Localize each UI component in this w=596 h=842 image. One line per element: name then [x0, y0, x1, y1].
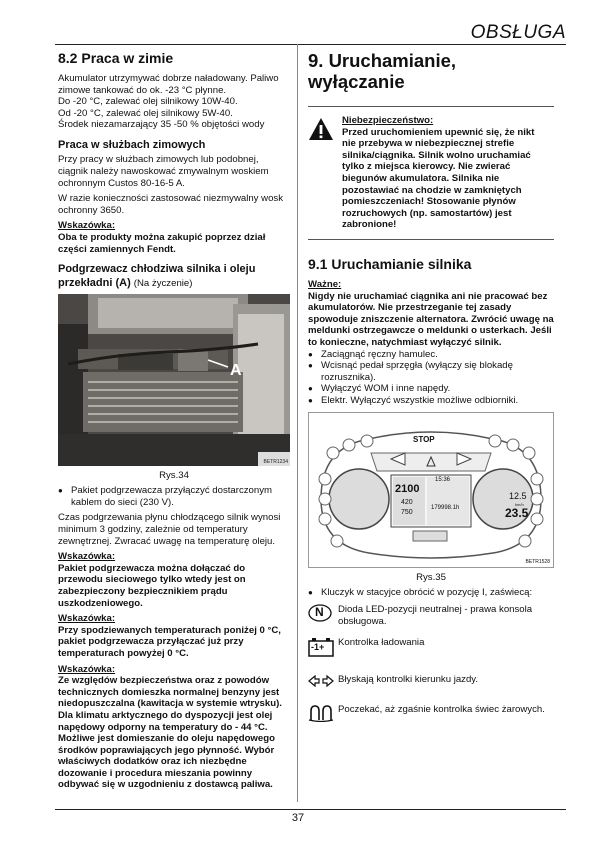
- dash-speed-1: 12.5: [509, 491, 527, 502]
- header-rule: [55, 44, 566, 45]
- indicator-turn: [308, 674, 554, 692]
- engine-compartment-illustration: [58, 294, 290, 466]
- note-label: Wskazówka:: [58, 220, 116, 232]
- left-column: [58, 50, 290, 791]
- heater-heading-main: Podgrzewacz chłodziwa silnika i oleju przekładni (A): [58, 263, 256, 289]
- note-2-label: Wskazówka:: [58, 613, 116, 625]
- danger-label: Niebezpieczeństwo:: [342, 115, 434, 126]
- indicator-glow-text: Poczekać, aż zgaśnie kontrolka świec żarowych.: [338, 704, 545, 716]
- footer-rule: [55, 809, 566, 810]
- indicator-turn-text: Błyskają kontrolki kierunku jazdy.: [338, 674, 479, 686]
- heater-heading-suffix: (Na życzenie): [133, 277, 193, 289]
- note-1-label: Wskazówka:: [58, 551, 116, 563]
- dash-rpm: 2100: [395, 483, 420, 496]
- list-item: ● Wcisnąć pedał sprzęgła (wyłączy się blokadę rozrusznika).: [308, 360, 554, 383]
- list-item: ● Elektr. Wyłączyć wszystkie możliwe odbiorniki.: [308, 395, 554, 407]
- figure-caption-35: Rys.35: [416, 572, 446, 584]
- dashboard-figure: [308, 412, 554, 568]
- preparation-list: [308, 349, 554, 407]
- dash-speed-unit: km/h: [515, 502, 524, 508]
- winter-p3: Od -20 °C, zalewać olej silnikowy 5W-40.: [58, 107, 233, 119]
- battery-glyph: -1+: [311, 642, 325, 653]
- important-label: Ważne:: [308, 278, 342, 290]
- notes-list: [58, 551, 290, 791]
- indicator-neutral-text: Dioda LED-pozycji neutralnej - prawa konsola obsługowa.: [338, 604, 533, 627]
- section-heading-winter: 8.2 Praca w zimie: [58, 50, 174, 66]
- list-item: ● Wyłączyć WOM i inne napędy.: [308, 383, 554, 395]
- danger-box: [308, 106, 554, 240]
- dash-value-1: 420: [401, 499, 413, 507]
- winter-services-p2: W razie konieczności zastosować niezmywalny wosk ochronny 3650.: [58, 193, 283, 216]
- danger-text: Przed uruchomieniem upewnić się, że nikt nie przebywa w niebezpiecznej strefie silnika/ciągnika. Silnik wolno uruchamiać tylko z miejsca kierowcy. Nie zwierać biegunów akumulatora. Silnika nie pozostawiać na chodzie w zamkniętych pomieszczeniach! Stosowanie płynów rozruchowych (np. samostartów) jest zabronione!: [342, 126, 535, 231]
- heater-p1: Czas podgrzewania płynu chłodzącego silnik wynosi minimum 3 godziny, zależnie od temperatury zewnętrznej. Zwracać uwagę na temperaturę oleju.: [58, 512, 281, 547]
- winter-services-p1: Przy pracy w służbach zimowych lub podobnej, ciągnik należy nawoskować zmywalnym woskiem ochronnym Custos 80-16-5 A.: [58, 154, 269, 189]
- dash-time: 15:36: [435, 477, 451, 484]
- note-text: Oba te produkty można zakupić poprzez dział części zamiennych Fendt.: [58, 232, 266, 255]
- key-bullet: ● Kluczyk w stacyjce obrócić w pozycję I, zaświecą:: [308, 587, 554, 599]
- dash-stop: STOP: [413, 435, 435, 445]
- indicator-battery-text: Kontrolka ładowania: [338, 637, 425, 649]
- indicator-glow: [308, 704, 554, 727]
- note-3-text: Ze względów bezpieczeństwa oraz z powodów technicznych domieszka normalnej benzyny jest niedopuszczalna (kawitacja w systemie wtrysku). Dla klimatu arktycznego do dyspozycji jest olej napędowy odporny na temperatury do - 44 °C. Możliwe jest domieszanie do oleju napędowego środków poprawiających jego płynność. Wybór właściwych dodatków oraz ich niezbędne dozowanie i procedura mieszania powinny odbywać się w uzgodnieniu z dostawcą paliwa.: [58, 675, 282, 791]
- section-heading-start-engine: 9.1 Uruchamianie silnika: [308, 255, 472, 272]
- glow-plug-icon: [308, 704, 338, 727]
- indicator-neutral: [308, 604, 554, 627]
- right-column: [308, 50, 554, 727]
- chapter-title: 9. Uruchamianie, wyłączanie: [308, 50, 457, 92]
- neutral-glyph: N: [315, 605, 324, 620]
- heater-photo: [58, 294, 290, 466]
- important-text: Nigdy nie uruchamiać ciągnika ani nie pracować bez akumulatorów. Nie przestrzeganie tej zasady spowoduje zniszczenie alternatora. Zwrócić uwagę na meldunki ostrzegawcze o meldunki o usterkach. Jeśli to konieczne, natychmiast wyłączyć silnik.: [308, 290, 554, 348]
- neutral-icon: [308, 604, 338, 627]
- winter-p4: Środek niezamarzający 35 -50 % objętości wody: [58, 119, 265, 131]
- dash-figure-code: BETR1528: [525, 559, 550, 566]
- winter-p2: Do -20 °C, zalewać olej silnikowy 10W-40.: [58, 96, 238, 108]
- turn-signal-icon: [308, 674, 338, 692]
- heater-bullet: ● Pakiet podgrzewacza przyłączyć dostarczonym kablem do sieci (230 V).: [58, 485, 290, 508]
- photo-code: BETR1234: [263, 459, 288, 466]
- dash-odometer: 179998.1h: [431, 505, 460, 512]
- column-divider: [297, 44, 298, 802]
- list-item: ● Zaciągnąć ręczny hamulec.: [308, 349, 554, 361]
- section-heading-winter-services: Praca w służbach zimowych: [58, 138, 206, 151]
- note-3-label: Wskazówka:: [58, 663, 116, 675]
- warning-triangle-icon: [308, 115, 342, 231]
- dash-speed-2: 23.5: [505, 506, 529, 521]
- header-title: OBSŁUGA: [470, 22, 566, 43]
- dash-value-2: 750: [401, 509, 413, 517]
- indicator-battery: [308, 637, 554, 662]
- page-number: 37: [291, 812, 305, 824]
- winter-p1: Akumulator utrzymywać dobrze naładowany. Paliwo zimowe tankować do ok. -23 °C płynne.: [58, 73, 279, 96]
- note-2-text: Przy spodziewanych temperaturach poniżej 0 °C, pakiet podgrzewacza przyłączać już przy temperaturach powyżej 0 °C.: [58, 624, 281, 659]
- section-heading-heater: [58, 263, 290, 290]
- note-1-text: Pakiet podgrzewacza można dołączać do przewodu sieciowego tylko wtedy jest on zabezpieczony bezpiecznikiem prądu uszkodzeniowego.: [58, 562, 246, 609]
- photo-label-a: A: [230, 362, 242, 380]
- battery-icon: [308, 637, 338, 662]
- indicator-list: [308, 604, 554, 727]
- figure-caption-34: Rys.34: [159, 470, 189, 482]
